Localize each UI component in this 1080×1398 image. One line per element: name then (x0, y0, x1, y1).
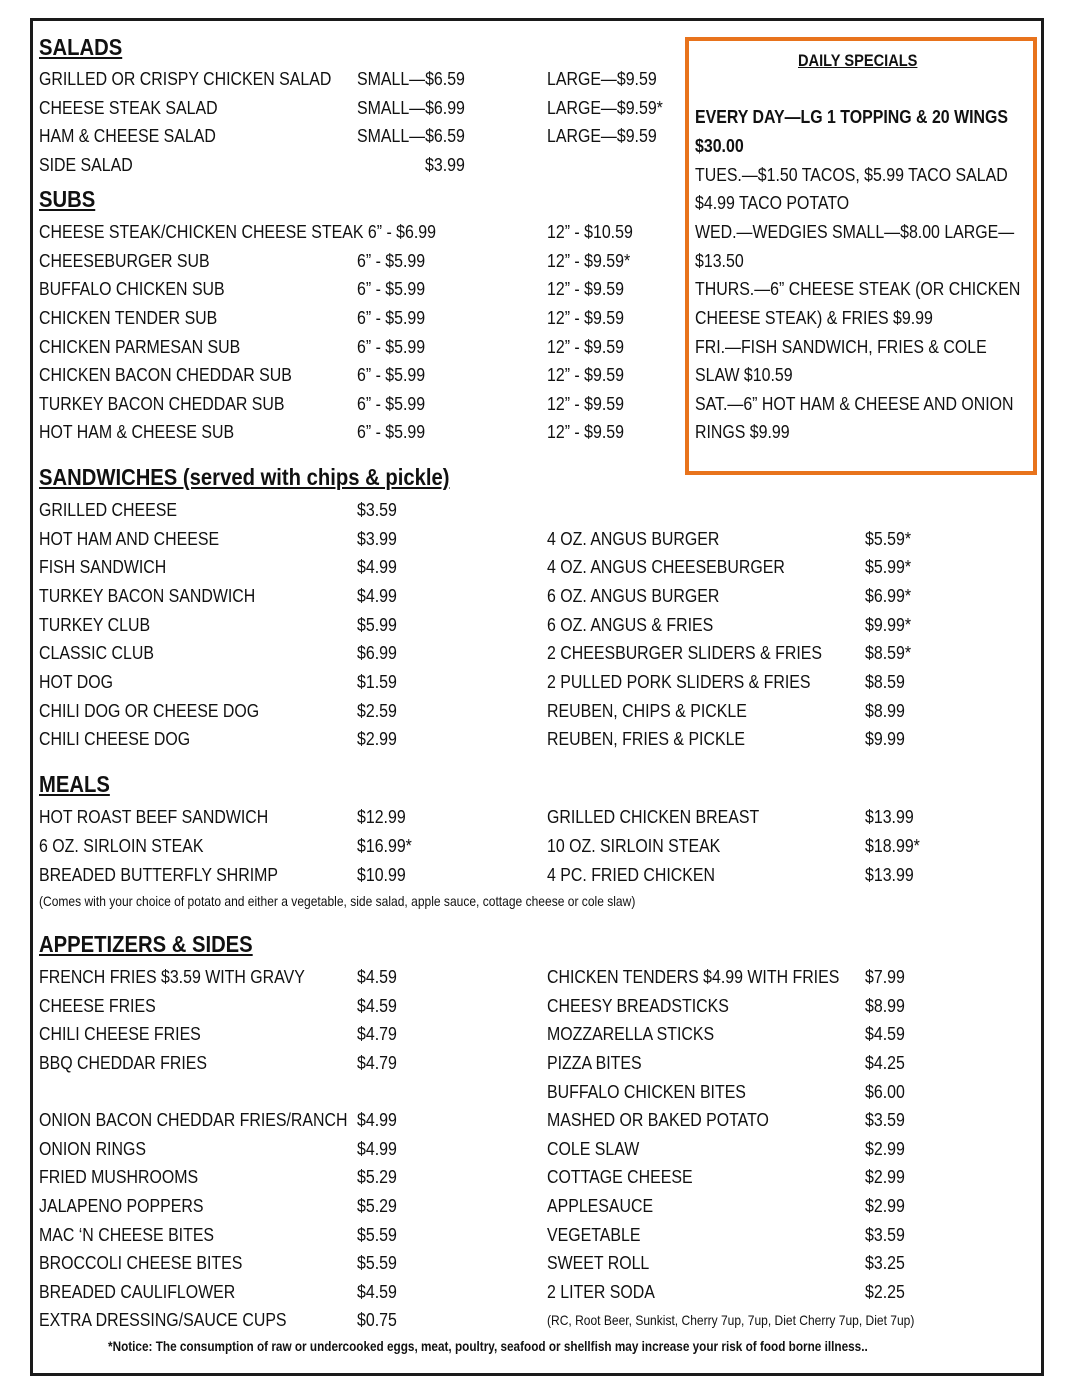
special-line: $13.50 (695, 250, 744, 271)
meals-note: (Comes with your choice of potato and either a vegetable, side salad, apple sauce, cottage cheese or cole slaw) (39, 893, 636, 909)
appetizer-item-price: $4.59 (357, 966, 397, 987)
sub-item-name: CHEESEBURGER SUB (39, 250, 210, 271)
side-item-price: $4.25 (865, 1052, 905, 1073)
sandwich-item-price: $2.59 (357, 700, 397, 721)
side-item-price: $8.99 (865, 995, 905, 1016)
sub-item-6in-price: 6” - $5.99 (357, 278, 426, 299)
sub-item-12in-price: 12” - $9.59 (547, 278, 624, 299)
side-item-name: COLE SLAW (547, 1138, 640, 1159)
sub-item-12in-price: 12” - $9.59 (547, 336, 624, 357)
sub-item-12in-price: 12” - $9.59 (547, 307, 624, 328)
appetizer-item-name: EXTRA DRESSING/SAUCE CUPS (39, 1309, 287, 1330)
side-item-name: SWEET ROLL (547, 1252, 650, 1273)
sandwich-item-name: REUBEN, FRIES & PICKLE (547, 728, 746, 749)
sandwich-item-name: 2 PULLED PORK SLIDERS & FRIES (547, 671, 811, 692)
side-item-name: 2 LITER SODA (547, 1281, 655, 1302)
special-line: RINGS $9.99 (695, 421, 790, 442)
side-item-name: COTTAGE CHEESE (547, 1166, 693, 1187)
side-item-name: CHEESY BREADSTICKS (547, 995, 729, 1016)
sandwich-item-name: TURKEY BACON SANDWICH (39, 585, 256, 606)
salad-item-name: HAM & CHEESE SALAD (39, 125, 216, 146)
side-item-price: $3.59 (865, 1109, 905, 1130)
sandwich-item-price: $2.99 (357, 728, 397, 749)
salad-item-name: SIDE SALAD (39, 154, 133, 175)
sub-item-12in-price: 12” - $9.59* (547, 250, 631, 271)
side-item-name: MASHED OR BAKED POTATO (547, 1109, 769, 1130)
sandwich-item-price: $4.99 (357, 585, 397, 606)
sandwiches-heading: SANDWICHES (served with chips & pickle) (39, 464, 450, 490)
sandwich-item-price: $4.99 (357, 556, 397, 577)
sub-item-6in-price: 6” - $5.99 (357, 336, 426, 357)
sub-item-12in-price: 12” - $9.59 (547, 364, 624, 385)
sub-item-6in-price: 6” - $5.99 (357, 421, 426, 442)
salad-item-price: $3.99 (425, 154, 465, 175)
sandwich-item-name: TURKEY CLUB (39, 614, 151, 635)
sub-item-6in-price: 6” - $5.99 (357, 250, 426, 271)
sub-item-name: TURKEY BACON CHEDDAR SUB (39, 393, 285, 414)
appetizer-item-price: $4.79 (357, 1023, 397, 1044)
side-item-name: BUFFALO CHICKEN BITES (547, 1081, 746, 1102)
appetizer-item-price: $0.75 (357, 1309, 397, 1330)
appetizer-item-name: ONION BACON CHEDDAR FRIES/RANCH (39, 1109, 348, 1130)
sub-item-name: CHEESE STEAK/CHICKEN CHEESE STEAK 6” - $6.99 (39, 221, 436, 242)
sandwich-item-price: $5.99* (865, 556, 912, 577)
sandwich-item-name: CHILI DOG OR CHEESE DOG (39, 700, 260, 721)
appetizer-item-price: $4.59 (357, 995, 397, 1016)
sub-item-12in-price: 12” - $9.59 (547, 421, 624, 442)
appetizer-item-name: BROCCOLI CHEESE BITES (39, 1252, 243, 1273)
special-line: $4.99 TACO POTATO (695, 192, 850, 213)
appetizer-item-name: FRIED MUSHROOMS (39, 1166, 199, 1187)
side-item-name: MOZZARELLA STICKS (547, 1023, 715, 1044)
sandwich-item-name: 6 OZ. ANGUS BURGER (547, 585, 720, 606)
appetizer-item-name: CHILI CHEESE FRIES (39, 1023, 201, 1044)
meal-item-name: 10 OZ. SIRLOIN STEAK (547, 835, 721, 856)
special-line: TUES.—$1.50 TACOS, $5.99 TACO SALAD (695, 164, 1008, 185)
sandwich-item-name: REUBEN, CHIPS & PICKLE (547, 700, 747, 721)
sandwich-item-name: FISH SANDWICH (39, 556, 167, 577)
special-line: SAT.—6” HOT HAM & CHEESE AND ONION (695, 393, 1014, 414)
sandwich-item-name: 4 OZ. ANGUS CHEESEBURGER (547, 556, 785, 577)
appetizer-item-price: $4.59 (357, 1281, 397, 1302)
sub-item-12in-price: 12” - $9.59 (547, 393, 624, 414)
appetizer-item-price: $5.29 (357, 1166, 397, 1187)
side-item-price: $2.99 (865, 1138, 905, 1159)
sandwich-item-name: CLASSIC CLUB (39, 642, 154, 663)
meal-item-price: $18.99* (865, 835, 920, 856)
sandwich-item-name: 2 CHEESBURGER SLIDERS & FRIES (547, 642, 822, 663)
meal-item-price: $10.99 (357, 864, 406, 885)
sub-item-name: BUFFALO CHICKEN SUB (39, 278, 225, 299)
sub-item-12in-price: 12” - $10.59 (547, 221, 633, 242)
side-item-name: VEGETABLE (547, 1224, 641, 1245)
sandwich-item-price: $1.59 (357, 671, 397, 692)
meal-item-price: $12.99 (357, 806, 406, 827)
appetizers-heading: APPETIZERS & SIDES (39, 931, 253, 957)
soda-flavors-note: (RC, Root Beer, Sunkist, Cherry 7up, 7up, Diet Cherry 7up, Diet 7up) (547, 1312, 915, 1328)
salad-item-name: GRILLED OR CRISPY CHICKEN SALAD (39, 68, 332, 89)
appetizer-item-name: FRENCH FRIES $3.59 WITH GRAVY (39, 966, 305, 987)
appetizer-item-name: JALAPENO POPPERS (39, 1195, 204, 1216)
sandwich-item-name: CHILI CHEESE DOG (39, 728, 191, 749)
salad-item-small-price: SMALL—$6.99 (357, 97, 465, 118)
sandwich-item-price: $9.99* (865, 614, 912, 635)
special-line: SLAW $10.59 (695, 364, 793, 385)
meal-item-price: $13.99 (865, 806, 914, 827)
sandwich-item-price: $6.99 (357, 642, 397, 663)
food-safety-notice: *Notice: The consumption of raw or undercooked eggs, meat, poultry, seafood or shellfish may increase your risk of food borne illness.. (108, 1338, 868, 1354)
appetizer-item-price: $4.99 (357, 1109, 397, 1130)
side-item-price: $2.99 (865, 1195, 905, 1216)
side-item-name: CHICKEN TENDERS $4.99 WITH FRIES (547, 966, 840, 987)
side-item-name: PIZZA BITES (547, 1052, 642, 1073)
subs-heading: SUBS (39, 186, 96, 212)
meal-item-name: GRILLED CHICKEN BREAST (547, 806, 760, 827)
sub-item-name: HOT HAM & CHEESE SUB (39, 421, 235, 442)
appetizer-item-price: $4.99 (357, 1138, 397, 1159)
sandwich-item-price: $8.59 (865, 671, 905, 692)
daily-specials-title: DAILY SPECIALS (798, 51, 918, 70)
special-line: CHEESE STEAK) & FRIES $9.99 (695, 307, 933, 328)
sandwich-item-price: $9.99 (865, 728, 905, 749)
salad-item-large-price: LARGE—$9.59 (547, 68, 657, 89)
sandwich-item-name: 4 OZ. ANGUS BURGER (547, 528, 720, 549)
appetizer-item-name: BREADED CAULIFLOWER (39, 1281, 236, 1302)
meals-heading: MEALS (39, 771, 110, 797)
sub-item-name: CHICKEN TENDER SUB (39, 307, 218, 328)
side-item-price: $7.99 (865, 966, 905, 987)
appetizer-item-name: ONION RINGS (39, 1138, 146, 1159)
salads-heading: SALADS (39, 34, 123, 60)
appetizer-item-name: BBQ CHEDDAR FRIES (39, 1052, 207, 1073)
meal-item-name: 6 OZ. SIRLOIN STEAK (39, 835, 204, 856)
salad-item-small-price: SMALL—$6.59 (357, 125, 465, 146)
sandwich-item-name: HOT HAM AND CHEESE (39, 528, 220, 549)
sandwich-item-price: $8.99 (865, 700, 905, 721)
sub-item-6in-price: 6” - $5.99 (357, 364, 426, 385)
appetizer-item-name: MAC ‘N CHEESE BITES (39, 1224, 215, 1245)
special-line: $30.00 (695, 135, 744, 156)
appetizer-item-price: $5.59 (357, 1252, 397, 1273)
sandwich-item-price: $5.99 (357, 614, 397, 635)
side-item-price: $6.00 (865, 1081, 905, 1102)
sandwich-item-name: HOT DOG (39, 671, 113, 692)
sandwich-item-price: $5.59* (865, 528, 912, 549)
sub-item-6in-price: 6” - $5.99 (357, 307, 426, 328)
salad-item-small-price: SMALL—$6.59 (357, 68, 465, 89)
side-item-price: $2.25 (865, 1281, 905, 1302)
side-item-price: $3.59 (865, 1224, 905, 1245)
meal-item-price: $16.99* (357, 835, 412, 856)
special-line: WED.—WEDGIES SMALL—$8.00 LARGE— (695, 221, 1015, 242)
side-item-price: $2.99 (865, 1166, 905, 1187)
meal-item-name: HOT ROAST BEEF SANDWICH (39, 806, 269, 827)
sandwich-item-price: $3.99 (357, 528, 397, 549)
side-item-price: $4.59 (865, 1023, 905, 1044)
salad-item-large-price: LARGE—$9.59 (547, 125, 657, 146)
salad-item-name: CHEESE STEAK SALAD (39, 97, 218, 118)
sandwich-item-name: 6 OZ. ANGUS & FRIES (547, 614, 714, 635)
special-line: FRI.—FISH SANDWICH, FRIES & COLE (695, 336, 987, 357)
appetizer-item-price: $4.79 (357, 1052, 397, 1073)
sandwich-item-price: $6.99* (865, 585, 912, 606)
sandwich-item-price: $8.59* (865, 642, 912, 663)
sub-item-name: CHICKEN BACON CHEDDAR SUB (39, 364, 292, 385)
sandwich-item-price: $3.59 (357, 499, 397, 520)
appetizer-item-price: $5.59 (357, 1224, 397, 1245)
side-item-price: $3.25 (865, 1252, 905, 1273)
salad-item-large-price: LARGE—$9.59* (547, 97, 663, 118)
appetizer-item-name: CHEESE FRIES (39, 995, 156, 1016)
sub-item-name: CHICKEN PARMESAN SUB (39, 336, 241, 357)
meal-item-name: 4 PC. FRIED CHICKEN (547, 864, 715, 885)
appetizer-item-price: $5.29 (357, 1195, 397, 1216)
sub-item-6in-price: 6” - $5.99 (357, 393, 426, 414)
side-item-name: APPLESAUCE (547, 1195, 654, 1216)
special-line: THURS.—6” CHEESE STEAK (OR CHICKEN (695, 278, 1021, 299)
meal-item-name: BREADED BUTTERFLY SHRIMP (39, 864, 278, 885)
sandwich-item-name: GRILLED CHEESE (39, 499, 177, 520)
meal-item-price: $13.99 (865, 864, 914, 885)
special-line: EVERY DAY—LG 1 TOPPING & 20 WINGS (695, 106, 1008, 127)
